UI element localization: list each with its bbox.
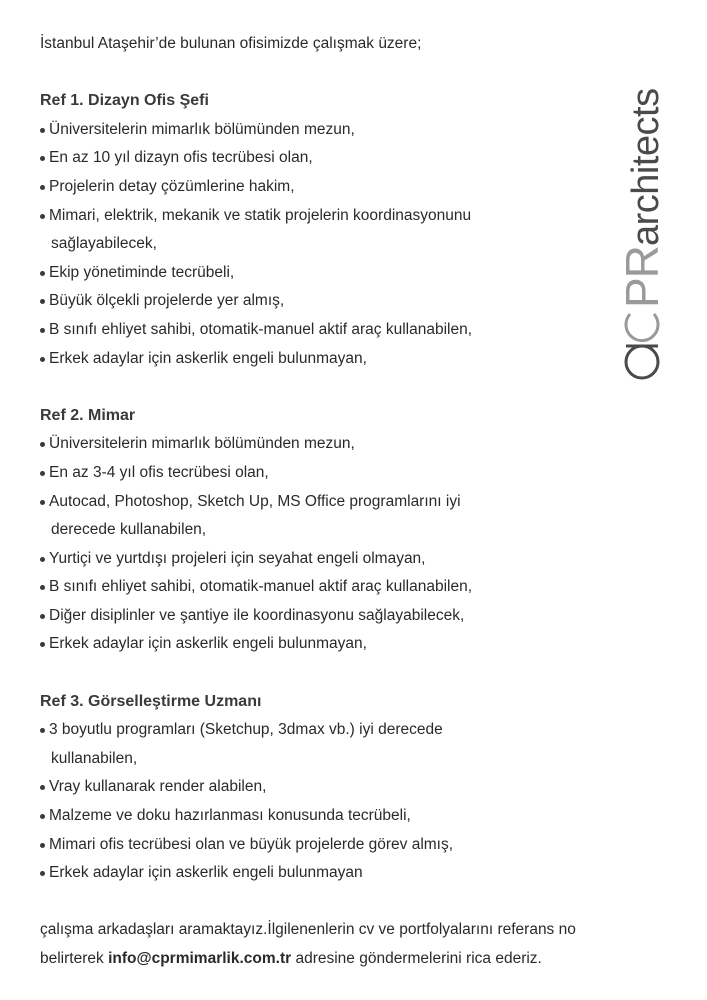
requirement-item <box>40 630 630 659</box>
requirement-text-continued: sağlayabilecek, <box>51 235 157 253</box>
requirement-item <box>40 173 630 202</box>
requirement-text: Projelerin detay çözümlerine hakim, <box>49 177 295 195</box>
sections <box>40 87 630 888</box>
requirement-item <box>40 802 630 831</box>
intro-text: İstanbul Ataşehir’de bulunan ofisimizde çalışmak üzere; <box>40 35 422 52</box>
requirement-text: Autocad, Photoshop, Sketch Up, MS Office programlarını iyi <box>49 492 461 510</box>
requirement-text: Vray kullanarak render alabilen, <box>49 778 267 796</box>
section-title: Ref 2. Mimar <box>40 406 136 424</box>
requirement-text: Erkek adaylar için askerlik engeli bulunmayan <box>49 864 363 882</box>
requirement-text-continued: derecede kullanabilen, <box>51 521 207 539</box>
section-ref-1 <box>40 87 630 373</box>
cpr-architects-logo <box>610 50 670 390</box>
email-link[interactable]: info@cprmimarlik.com.tr <box>108 950 292 967</box>
requirement-text: B sınıfı ehliyet sahibi, otomatik-manuel aktif araç kullanabilen, <box>49 320 473 338</box>
requirement-text: 3 boyutlu programları (Sketchup, 3dmax vb.) iyi derecede <box>49 721 443 739</box>
requirement-item <box>40 545 630 574</box>
requirement-item <box>40 831 630 860</box>
requirements-list <box>40 716 630 888</box>
closing-line-2 <box>40 945 630 974</box>
requirement-text: Üniversitelerin mimarlık bölümünden mezun, <box>49 120 355 138</box>
section-ref-2 <box>40 402 630 659</box>
requirement-item <box>40 345 630 374</box>
svg-text:PR: PR <box>616 246 668 308</box>
requirement-item <box>40 488 630 545</box>
job-posting <box>40 30 630 974</box>
requirement-text: Diğer disiplinler ve şantiye ile koordinasyonu sağlayabilecek, <box>49 606 465 624</box>
requirement-item <box>40 602 630 631</box>
closing-after-email: adresine göndermelerini rica ederiz. <box>291 950 542 967</box>
section-title: Ref 1. Dizayn Ofis Şefi <box>40 92 209 110</box>
section-ref-3 <box>40 688 630 888</box>
requirement-text: Mimari ofis tecrübesi olan ve büyük projelerde görev almış, <box>49 835 454 853</box>
closing-text <box>40 916 630 973</box>
requirement-text: Ekip yönetiminde tecrübeli, <box>49 263 235 281</box>
requirement-item <box>40 459 630 488</box>
requirement-item <box>40 202 630 259</box>
requirement-item <box>40 716 630 773</box>
requirement-text: Malzeme ve doku hazırlanması konusunda tecrübeli, <box>49 807 411 825</box>
requirement-item <box>40 259 630 288</box>
requirement-text: Üniversitelerin mimarlık bölümünden mezun, <box>49 435 355 453</box>
requirement-text: Mimari, elektrik, mekanik ve statik projelerin koordinasyonunu <box>49 206 472 224</box>
requirement-text: En az 10 yıl dizayn ofis tecrübesi olan, <box>49 149 313 167</box>
requirement-text: B sınıfı ehliyet sahibi, otomatik-manuel aktif araç kullanabilen, <box>49 578 473 596</box>
requirements-list <box>40 430 630 659</box>
requirement-item <box>40 287 630 316</box>
requirement-text: Yurtiçi ve yurtdışı projeleri için seyahat engeli olmayan, <box>49 549 426 567</box>
requirement-item <box>40 573 630 602</box>
closing-line-1: çalışma arkadaşları aramaktayız.İlgilenenlerin cv ve portfolyalarını referans no <box>40 921 576 939</box>
requirement-text: Büyük ölçekli projelerde yer almış, <box>49 292 285 310</box>
svg-text:architects: architects <box>625 88 667 246</box>
requirement-text: Erkek adaylar için askerlik engeli bulunmayan, <box>49 349 367 367</box>
requirement-item <box>40 144 630 173</box>
requirement-text-continued: kullanabilen, <box>51 749 138 767</box>
requirement-text: En az 3-4 yıl ofis tecrübesi olan, <box>49 463 269 481</box>
logo-graphic <box>610 50 670 390</box>
requirements-list <box>40 116 630 373</box>
requirement-text: Erkek adaylar için askerlik engeli bulunmayan, <box>49 635 367 653</box>
requirement-item <box>40 859 630 888</box>
section-title: Ref 3. Görselleştirme Uzmanı <box>40 692 262 710</box>
closing-before-email: belirterek <box>40 950 109 967</box>
requirement-item <box>40 316 630 345</box>
requirement-item <box>40 773 630 802</box>
requirement-item <box>40 116 630 145</box>
requirement-item <box>40 430 630 459</box>
